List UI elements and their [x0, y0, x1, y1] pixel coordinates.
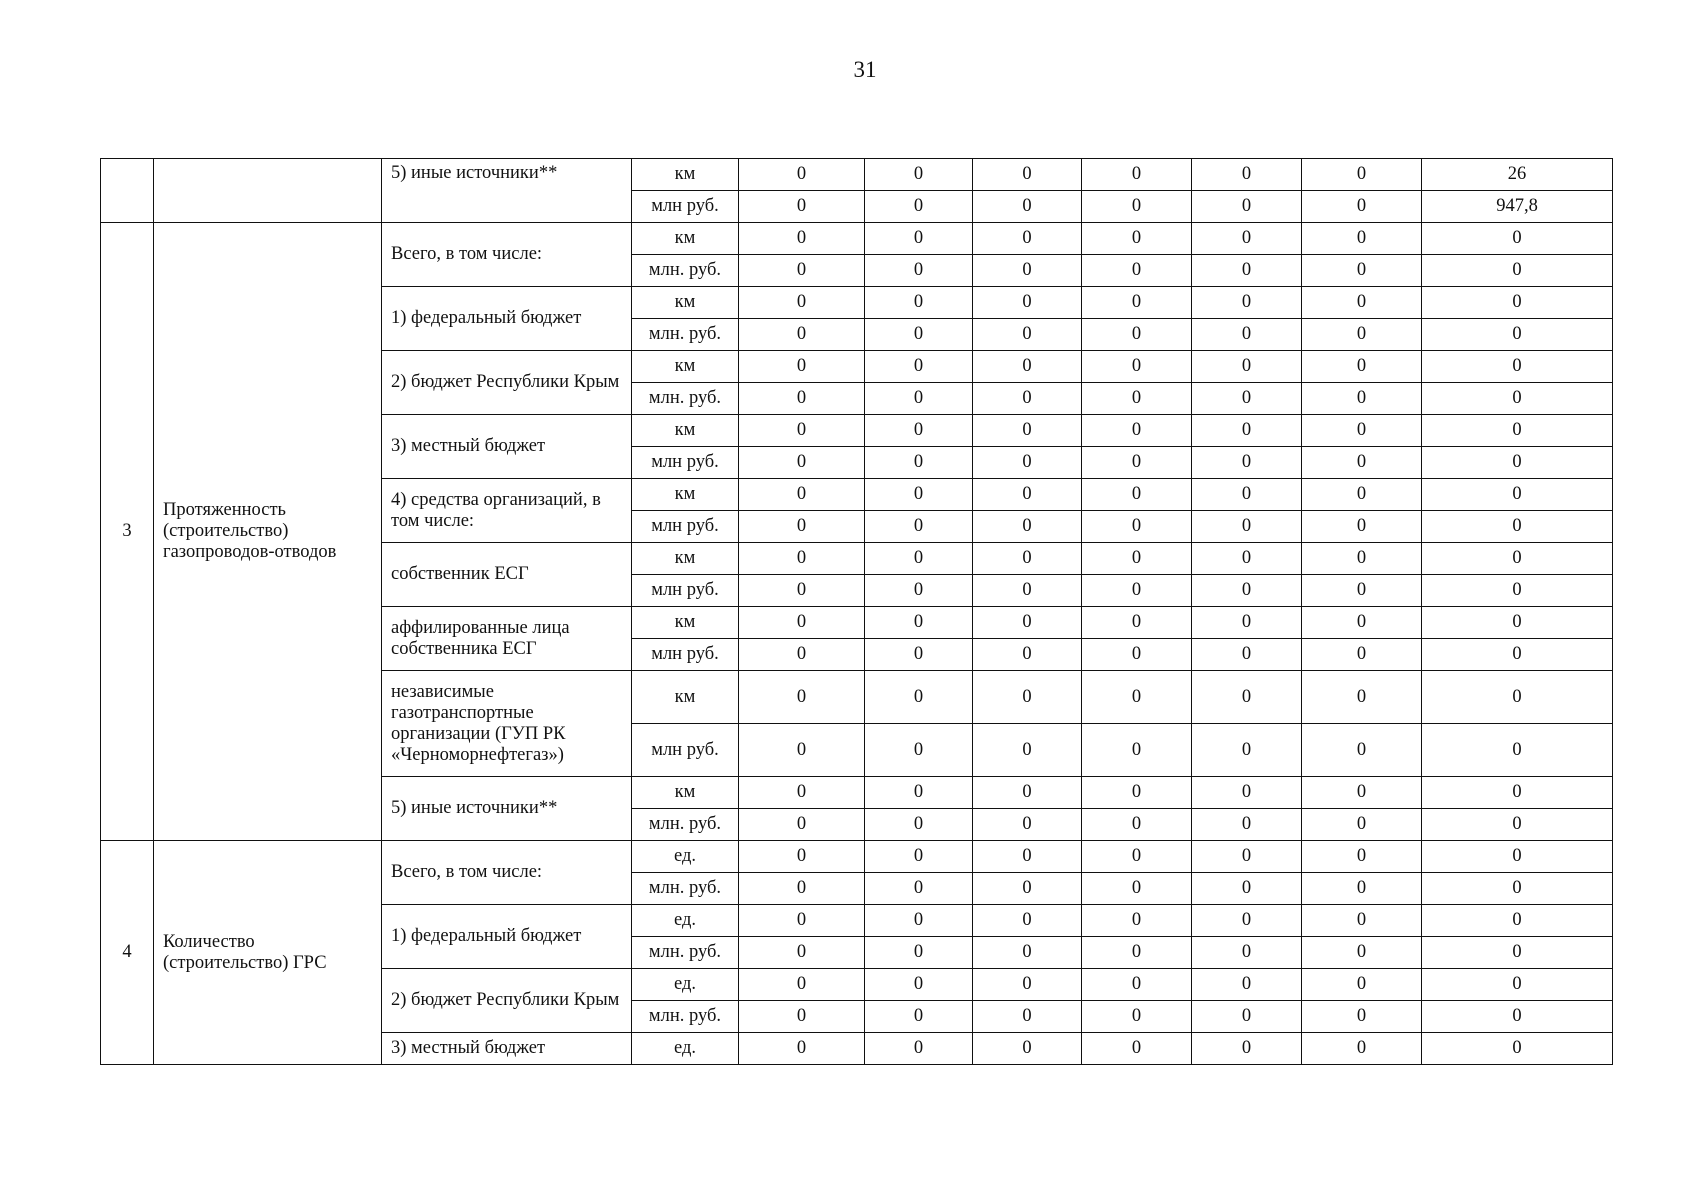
value-cell: 0 [1422, 777, 1613, 809]
value-cell: 0 [973, 777, 1082, 809]
value-cell: 0 [1302, 873, 1422, 905]
funding-source: 1) федеральный бюджет [382, 905, 632, 969]
value-cell: 0 [739, 351, 865, 383]
value-cell: 0 [739, 1001, 865, 1033]
value-cell: 0 [739, 415, 865, 447]
value-cell: 0 [1192, 223, 1302, 255]
table-row [101, 223, 1613, 255]
value-cell: 0 [1082, 223, 1192, 255]
value-cell: 0 [1192, 639, 1302, 671]
value-cell: 0 [1422, 383, 1613, 415]
value-cell: 0 [739, 575, 865, 607]
value-cell: 0 [1082, 1001, 1192, 1033]
value-cell: 0 [973, 319, 1082, 351]
value-cell: 0 [1082, 937, 1192, 969]
value-cell: 0 [1192, 809, 1302, 841]
value-cell: 0 [865, 1001, 973, 1033]
value-cell: 0 [1422, 607, 1613, 639]
value-cell: 0 [973, 607, 1082, 639]
value-cell: 26 [1422, 159, 1613, 191]
value-cell: 0 [973, 383, 1082, 415]
value-cell: 0 [1192, 575, 1302, 607]
value-cell: 0 [865, 479, 973, 511]
value-cell: 0 [1422, 841, 1613, 873]
value-cell: 0 [1302, 777, 1422, 809]
funding-source: 5) иные источники** [382, 777, 632, 841]
value-cell: 0 [739, 937, 865, 969]
value-cell: 0 [1192, 415, 1302, 447]
value-cell: 0 [1422, 1033, 1613, 1065]
value-cell: 0 [1302, 319, 1422, 351]
value-cell: 0 [1422, 671, 1613, 724]
value-cell: 0 [865, 223, 973, 255]
value-cell: 0 [1422, 1001, 1613, 1033]
value-cell: 0 [1082, 159, 1192, 191]
unit-cell: км [632, 543, 739, 575]
value-cell: 0 [739, 873, 865, 905]
value-cell: 0 [1302, 351, 1422, 383]
value-cell: 0 [1082, 671, 1192, 724]
value-cell: 0 [739, 159, 865, 191]
value-cell: 0 [739, 639, 865, 671]
value-cell: 0 [865, 841, 973, 873]
value-cell: 0 [739, 447, 865, 479]
value-cell: 0 [1422, 415, 1613, 447]
value-cell: 0 [739, 671, 865, 724]
value-cell: 0 [1192, 319, 1302, 351]
value-cell: 0 [1082, 351, 1192, 383]
value-cell: 0 [739, 841, 865, 873]
value-cell: 0 [739, 223, 865, 255]
value-cell: 0 [739, 511, 865, 543]
value-cell: 0 [1302, 447, 1422, 479]
value-cell: 0 [973, 937, 1082, 969]
value-cell: 0 [973, 809, 1082, 841]
unit-cell: км [632, 607, 739, 639]
value-cell: 0 [1082, 724, 1192, 777]
value-cell: 0 [739, 809, 865, 841]
unit-cell: млн. руб. [632, 319, 739, 351]
value-cell: 0 [739, 724, 865, 777]
value-cell: 0 [1422, 969, 1613, 1001]
row-number [101, 159, 154, 223]
value-cell: 0 [1302, 639, 1422, 671]
value-cell: 0 [1082, 543, 1192, 575]
value-cell: 0 [1192, 905, 1302, 937]
value-cell: 0 [1302, 575, 1422, 607]
value-cell: 0 [1302, 255, 1422, 287]
value-cell: 0 [865, 351, 973, 383]
value-cell: 0 [973, 1001, 1082, 1033]
value-cell: 0 [1082, 639, 1192, 671]
value-cell: 0 [1422, 479, 1613, 511]
value-cell: 0 [1302, 1033, 1422, 1065]
value-cell: 0 [1422, 319, 1613, 351]
value-cell: 0 [1192, 671, 1302, 724]
table-row [101, 159, 1613, 191]
value-cell: 0 [1192, 777, 1302, 809]
value-cell: 0 [1192, 383, 1302, 415]
value-cell: 0 [1192, 447, 1302, 479]
value-cell: 0 [1082, 319, 1192, 351]
unit-cell: км [632, 777, 739, 809]
value-cell: 0 [865, 255, 973, 287]
value-cell: 0 [1422, 511, 1613, 543]
value-cell: 0 [865, 724, 973, 777]
value-cell: 0 [865, 777, 973, 809]
unit-cell: млн. руб. [632, 255, 739, 287]
value-cell: 0 [973, 873, 1082, 905]
value-cell: 0 [1082, 287, 1192, 319]
value-cell: 0 [1302, 724, 1422, 777]
funding-source: собственник ЕСГ [382, 543, 632, 607]
value-cell: 0 [1192, 351, 1302, 383]
value-cell: 0 [1082, 415, 1192, 447]
value-cell: 0 [739, 777, 865, 809]
value-cell: 0 [1302, 969, 1422, 1001]
value-cell: 0 [1082, 607, 1192, 639]
unit-cell: км [632, 351, 739, 383]
value-cell: 0 [1192, 873, 1302, 905]
unit-cell: млн. руб. [632, 383, 739, 415]
value-cell: 0 [739, 543, 865, 575]
value-cell: 0 [1082, 447, 1192, 479]
indicator-name: Протяженность (строительство) газопроводов-отводов [154, 223, 382, 841]
value-cell: 0 [1422, 287, 1613, 319]
value-cell: 0 [1302, 223, 1422, 255]
value-cell: 0 [865, 447, 973, 479]
value-cell: 0 [973, 415, 1082, 447]
unit-cell: млн руб. [632, 724, 739, 777]
value-cell: 0 [1422, 937, 1613, 969]
value-cell: 0 [1302, 287, 1422, 319]
funding-source: Всего, в том числе: [382, 223, 632, 287]
unit-cell: млн. руб. [632, 873, 739, 905]
value-cell: 0 [1302, 479, 1422, 511]
value-cell: 0 [1302, 607, 1422, 639]
funding-source: 3) местный бюджет [382, 1033, 632, 1065]
value-cell: 0 [865, 969, 973, 1001]
value-cell: 0 [1422, 447, 1613, 479]
value-cell: 0 [739, 255, 865, 287]
unit-cell: км [632, 415, 739, 447]
value-cell: 0 [739, 969, 865, 1001]
value-cell: 0 [1082, 841, 1192, 873]
unit-cell: млн руб. [632, 639, 739, 671]
value-cell: 0 [865, 671, 973, 724]
value-cell: 0 [1082, 969, 1192, 1001]
value-cell: 0 [1082, 191, 1192, 223]
value-cell: 0 [973, 905, 1082, 937]
value-cell: 0 [865, 319, 973, 351]
value-cell: 0 [739, 191, 865, 223]
unit-cell: млн руб. [632, 575, 739, 607]
value-cell: 0 [1192, 255, 1302, 287]
value-cell: 0 [739, 287, 865, 319]
value-cell: 0 [865, 287, 973, 319]
value-cell: 0 [973, 639, 1082, 671]
unit-cell: км [632, 287, 739, 319]
value-cell: 0 [1082, 575, 1192, 607]
value-cell: 0 [973, 479, 1082, 511]
value-cell: 0 [739, 383, 865, 415]
value-cell: 0 [865, 1033, 973, 1065]
unit-cell: км [632, 223, 739, 255]
value-cell: 0 [865, 905, 973, 937]
value-cell: 0 [1082, 479, 1192, 511]
value-cell: 0 [973, 191, 1082, 223]
value-cell: 0 [1082, 777, 1192, 809]
table-body [101, 159, 1613, 1065]
unit-cell: млн. руб. [632, 1001, 739, 1033]
value-cell: 0 [973, 511, 1082, 543]
value-cell: 0 [973, 543, 1082, 575]
value-cell: 0 [1082, 873, 1192, 905]
value-cell: 0 [1192, 841, 1302, 873]
value-cell: 0 [1082, 1033, 1192, 1065]
value-cell: 0 [865, 415, 973, 447]
value-cell: 0 [1302, 809, 1422, 841]
value-cell: 0 [865, 639, 973, 671]
value-cell: 0 [865, 383, 973, 415]
value-cell: 0 [1082, 383, 1192, 415]
value-cell: 0 [1302, 543, 1422, 575]
value-cell: 0 [865, 937, 973, 969]
value-cell: 0 [973, 1033, 1082, 1065]
funding-source: 2) бюджет Республики Крым [382, 351, 632, 415]
value-cell: 0 [865, 607, 973, 639]
value-cell: 0 [1302, 841, 1422, 873]
value-cell: 0 [1422, 575, 1613, 607]
value-cell: 0 [865, 809, 973, 841]
indicator-name: Количество (строительство) ГРС [154, 841, 382, 1065]
value-cell: 0 [1302, 383, 1422, 415]
value-cell: 0 [1192, 1001, 1302, 1033]
value-cell: 0 [1302, 671, 1422, 724]
row-number: 3 [101, 223, 154, 841]
value-cell: 0 [1422, 351, 1613, 383]
unit-cell: млн руб. [632, 191, 739, 223]
value-cell: 0 [1192, 969, 1302, 1001]
value-cell: 0 [1302, 937, 1422, 969]
value-cell: 0 [1422, 905, 1613, 937]
value-cell: 0 [1192, 1033, 1302, 1065]
unit-cell: км [632, 671, 739, 724]
value-cell: 0 [1302, 415, 1422, 447]
value-cell: 0 [1192, 543, 1302, 575]
value-cell: 0 [1192, 479, 1302, 511]
value-cell: 0 [1082, 255, 1192, 287]
value-cell: 0 [739, 479, 865, 511]
value-cell: 0 [1422, 223, 1613, 255]
value-cell: 0 [865, 511, 973, 543]
value-cell: 0 [1302, 905, 1422, 937]
value-cell: 0 [865, 543, 973, 575]
unit-cell: км [632, 159, 739, 191]
value-cell: 0 [1422, 873, 1613, 905]
value-cell: 0 [865, 159, 973, 191]
funding-source: 2) бюджет Республики Крым [382, 969, 632, 1033]
funding-source: 4) средства организаций, в том числе: [382, 479, 632, 543]
funding-source: независимые газотранспортные организации (ГУП РК «Черноморнефтегаз») [382, 671, 632, 777]
value-cell: 0 [973, 255, 1082, 287]
value-cell: 0 [739, 607, 865, 639]
funding-source: 3) местный бюджет [382, 415, 632, 479]
value-cell: 0 [739, 1033, 865, 1065]
value-cell: 0 [1192, 724, 1302, 777]
value-cell: 0 [1192, 511, 1302, 543]
value-cell: 0 [973, 575, 1082, 607]
value-cell: 0 [973, 351, 1082, 383]
unit-cell: млн руб. [632, 447, 739, 479]
value-cell: 0 [973, 447, 1082, 479]
value-cell: 0 [865, 575, 973, 607]
value-cell: 0 [1192, 607, 1302, 639]
funding-source: 5) иные источники** [382, 159, 632, 223]
unit-cell: ед. [632, 969, 739, 1001]
table-row [101, 841, 1613, 873]
unit-cell: млн. руб. [632, 809, 739, 841]
indicator-table [100, 158, 1613, 1065]
value-cell: 0 [973, 159, 1082, 191]
value-cell: 0 [1302, 191, 1422, 223]
value-cell: 0 [1082, 809, 1192, 841]
value-cell: 0 [865, 191, 973, 223]
value-cell: 0 [1082, 511, 1192, 543]
unit-cell: ед. [632, 841, 739, 873]
value-cell: 0 [1082, 905, 1192, 937]
unit-cell: млн. руб. [632, 937, 739, 969]
value-cell: 0 [1192, 937, 1302, 969]
unit-cell: млн руб. [632, 511, 739, 543]
value-cell: 0 [1302, 159, 1422, 191]
value-cell: 0 [1422, 809, 1613, 841]
value-cell: 0 [865, 873, 973, 905]
value-cell: 0 [739, 905, 865, 937]
unit-cell: ед. [632, 1033, 739, 1065]
value-cell: 0 [1192, 159, 1302, 191]
funding-source: 1) федеральный бюджет [382, 287, 632, 351]
value-cell: 0 [1422, 255, 1613, 287]
unit-cell: ед. [632, 905, 739, 937]
value-cell: 0 [1422, 724, 1613, 777]
value-cell: 0 [973, 671, 1082, 724]
value-cell: 0 [1302, 1001, 1422, 1033]
funding-source: Всего, в том числе: [382, 841, 632, 905]
page-number: 31 [853, 57, 877, 82]
value-cell: 0 [1192, 191, 1302, 223]
value-cell: 0 [973, 969, 1082, 1001]
value-cell: 0 [973, 223, 1082, 255]
indicator-name [154, 159, 382, 223]
row-number: 4 [101, 841, 154, 1065]
value-cell: 0 [973, 724, 1082, 777]
value-cell: 0 [1302, 511, 1422, 543]
value-cell: 0 [973, 841, 1082, 873]
value-cell: 0 [739, 319, 865, 351]
value-cell: 0 [973, 287, 1082, 319]
value-cell: 0 [1422, 543, 1613, 575]
funding-source: аффилированные лица собственника ЕСГ [382, 607, 632, 671]
value-cell: 947,8 [1422, 191, 1613, 223]
unit-cell: км [632, 479, 739, 511]
value-cell: 0 [1422, 639, 1613, 671]
value-cell: 0 [1192, 287, 1302, 319]
